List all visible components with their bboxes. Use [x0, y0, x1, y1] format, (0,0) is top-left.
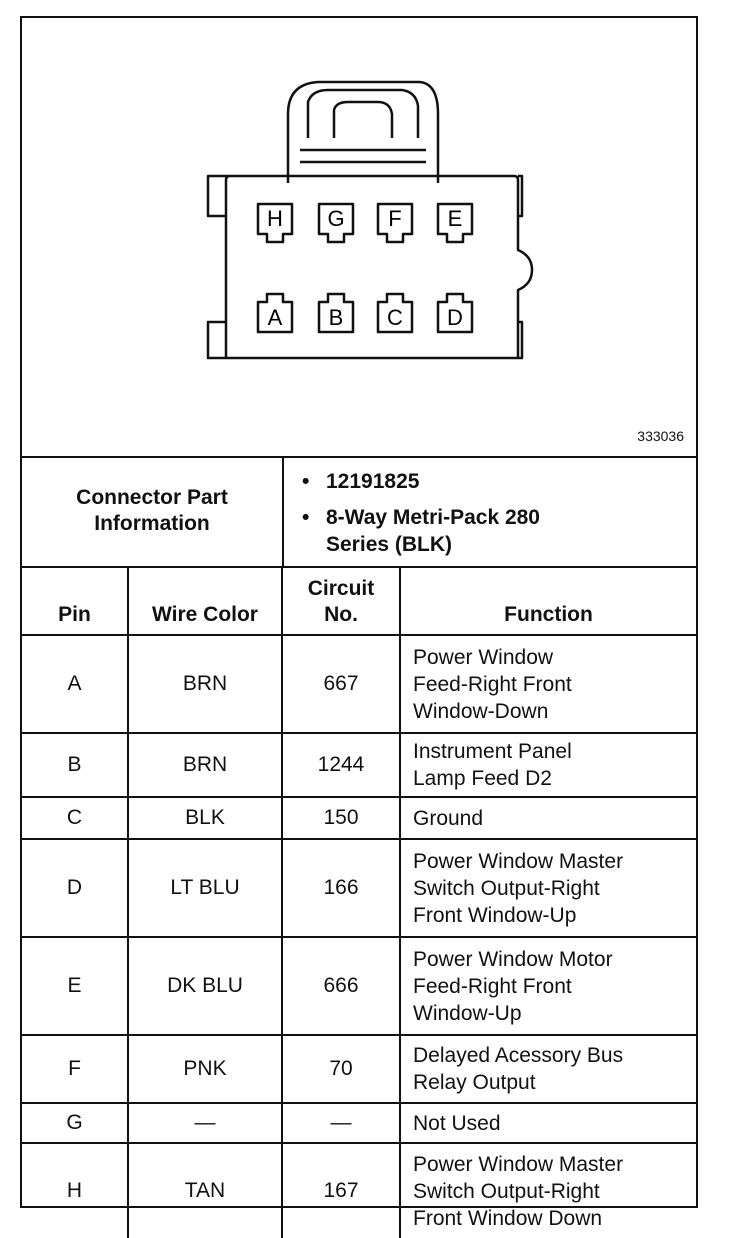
function-line: Relay Output	[413, 1071, 536, 1094]
wire-color-cell: BRN	[128, 733, 282, 797]
function-line: Feed-Right Front	[413, 974, 572, 998]
pin-label-g: G	[327, 206, 345, 231]
function-cell	[400, 635, 696, 733]
latch-tab	[334, 102, 392, 138]
function-line: Ground	[413, 806, 484, 830]
wire-color-cell: TAN	[128, 1143, 282, 1238]
function-line: Switch Output-Right	[413, 876, 600, 900]
function-cell	[400, 1143, 696, 1238]
pin-label-f: F	[388, 206, 402, 231]
function-cell	[400, 1035, 696, 1103]
table-row	[22, 1103, 696, 1143]
latch-bar	[300, 150, 426, 162]
function-line: Window-Up	[413, 1001, 522, 1025]
function-line: Switch Output-Right	[413, 1179, 600, 1203]
latch-inner	[308, 90, 418, 138]
circuit-cell: 667	[282, 635, 400, 733]
info-bullet-list	[284, 456, 696, 566]
pin-label-a: A	[267, 305, 283, 330]
pin-label-b: B	[328, 305, 344, 330]
connector-part-info	[22, 456, 696, 568]
circuit-cell: 1244	[282, 733, 400, 797]
table-row	[22, 635, 696, 733]
pin-cavity-b	[319, 294, 353, 332]
function-line: Lamp Feed D2	[413, 767, 552, 790]
function-cell	[400, 733, 696, 797]
left-ear-top	[208, 176, 226, 216]
pin-cavity-h	[258, 204, 292, 242]
pin-cell: C	[22, 797, 128, 839]
circuit-cell: 70	[282, 1035, 400, 1103]
function-line: Front Window-Up	[413, 903, 577, 927]
pin-cell: G	[22, 1103, 128, 1143]
pin-cavity-e	[438, 204, 472, 242]
header-circuit-text: Circuit No.	[307, 577, 375, 626]
pin-cavity-a	[258, 294, 292, 332]
pin-cell: H	[22, 1143, 128, 1238]
wire-color-cell: BRN	[128, 635, 282, 733]
circuit-cell: —	[282, 1103, 400, 1143]
connector-drawing	[22, 18, 696, 458]
table-row	[22, 1035, 696, 1103]
circuit-cell: 150	[282, 797, 400, 839]
header-wire-color: Wire Color	[128, 566, 282, 635]
pin-label-d: D	[447, 305, 463, 330]
pin-label-h: H	[267, 206, 283, 231]
info-label-text: Connector Part Information	[76, 486, 228, 535]
pin-cavity-c	[378, 294, 412, 332]
table-row	[22, 733, 696, 797]
connector-sheet	[20, 16, 698, 1230]
wire-color-cell: LT BLU	[128, 839, 282, 937]
left-ear-bottom	[208, 322, 226, 358]
pin-cavity-f	[378, 204, 412, 242]
function-line: Power Window	[413, 645, 554, 669]
table-row	[22, 1143, 696, 1238]
function-line: Window-Down	[413, 699, 549, 723]
circuit-cell: 666	[282, 937, 400, 1035]
header-circuit	[282, 566, 400, 635]
function-line: Power Window Motor	[413, 947, 613, 971]
wire-color-cell: DK BLU	[128, 937, 282, 1035]
pin-cell: D	[22, 839, 128, 937]
pinout-table	[22, 566, 696, 1238]
pin-cell: F	[22, 1035, 128, 1103]
info-label	[22, 456, 284, 566]
function-cell	[400, 839, 696, 937]
function-line: Front Window Down	[413, 1206, 603, 1230]
header-function: Function	[400, 566, 696, 635]
connector-series: • 8-Way Metri-Pack 280 Series (BLK)	[326, 504, 586, 558]
circuit-cell: 166	[282, 839, 400, 937]
pin-label-c: C	[387, 305, 403, 330]
pin-cell: B	[22, 733, 128, 797]
part-number: • 12191825	[326, 468, 419, 495]
circuit-cell: 167	[282, 1143, 400, 1238]
function-line: Delayed Acessory Bus	[413, 1044, 624, 1067]
wire-color-cell: PNK	[128, 1035, 282, 1103]
header-pin: Pin	[22, 566, 128, 635]
figure-number: 333036	[637, 428, 684, 444]
pin-label-e: E	[447, 206, 463, 231]
table-row	[22, 937, 696, 1035]
pin-cavity-d	[438, 294, 472, 332]
function-cell	[400, 797, 696, 839]
function-line: Not Used	[413, 1111, 501, 1135]
pin-cell: E	[22, 937, 128, 1035]
function-cell	[400, 1103, 696, 1143]
function-line: Feed-Right Front	[413, 672, 572, 696]
table-header-row	[22, 566, 696, 635]
function-cell	[400, 937, 696, 1035]
wire-color-cell: —	[128, 1103, 282, 1143]
function-line: Power Window Master	[413, 1152, 624, 1176]
wire-color-cell: BLK	[128, 797, 282, 839]
pin-cavity-g	[319, 204, 353, 242]
function-line: Instrument Panel	[413, 740, 572, 763]
function-line: Power Window Master	[413, 849, 624, 873]
table-row	[22, 839, 696, 937]
table-row	[22, 797, 696, 839]
pin-cell: A	[22, 635, 128, 733]
connector-face-diagram	[22, 18, 696, 456]
